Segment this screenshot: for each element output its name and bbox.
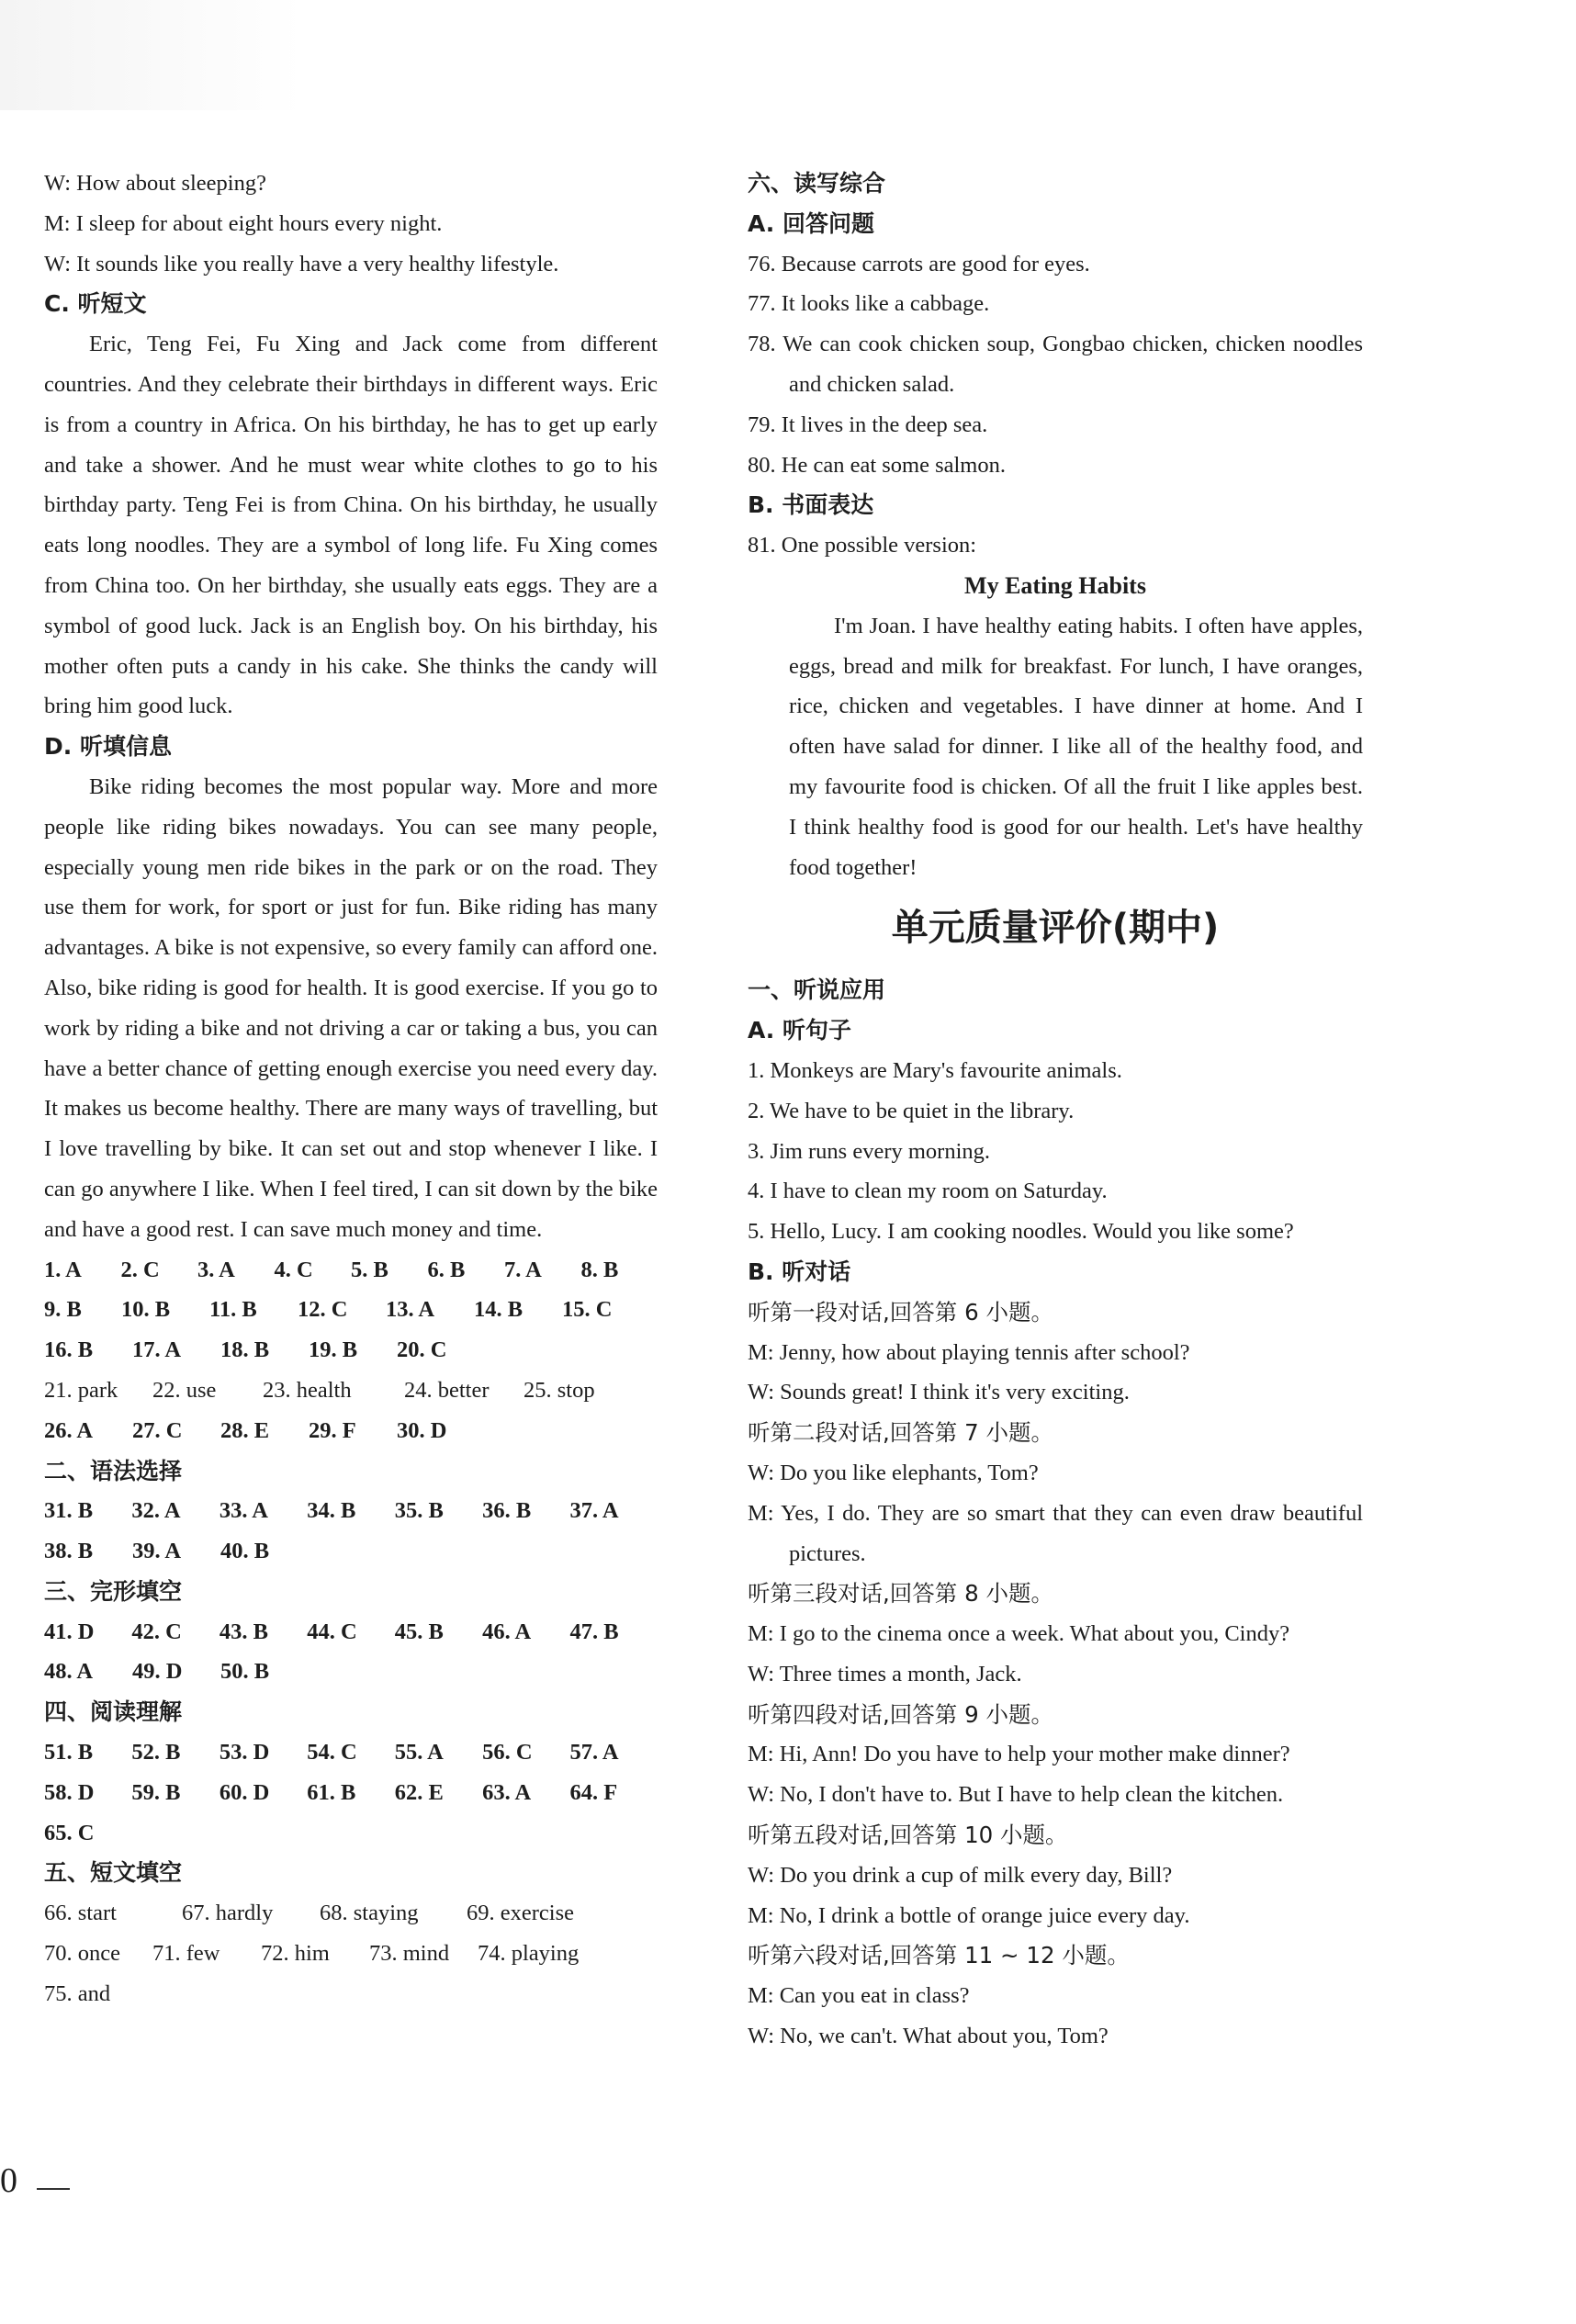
- answer-item: 8. B: [580, 1257, 619, 1282]
- answer-item: 12. C: [298, 1297, 348, 1323]
- dialogue-instruction: 听第三段对话,回答第 8 小题。: [748, 1580, 1053, 1608]
- answer-item: 4. C: [274, 1257, 313, 1282]
- answer-item: 66. start: [44, 1901, 117, 1926]
- answer-item: 60. D: [219, 1779, 270, 1805]
- answer-item: 61. B: [307, 1779, 356, 1805]
- answer-row: [44, 1974, 658, 2014]
- answer-item: 5. B: [351, 1257, 388, 1282]
- answer-item: 9. B: [44, 1297, 82, 1323]
- dialogue-line: W: No, I don't have to. But I have to help clean the kitchen.: [748, 1782, 1284, 1808]
- answer-row: [44, 1652, 658, 1692]
- answer-item: 41. D: [44, 1619, 95, 1644]
- answer-item: 54. C: [307, 1740, 357, 1766]
- answer-item: 34. B: [307, 1498, 356, 1524]
- answer-item: 38. B: [44, 1539, 94, 1564]
- answer-item: 47. B: [569, 1619, 619, 1644]
- dialogue-line: W: No, we can't. What about you, Tom?: [748, 2024, 1109, 2049]
- left-column: [44, 164, 658, 2014]
- answer-item: 64. F: [569, 1779, 618, 1805]
- answer-row: [44, 1330, 658, 1371]
- essay-intro: 81. One possible version:: [748, 533, 977, 558]
- answer-item: 65. C: [44, 1820, 95, 1845]
- answer-row: [44, 1290, 658, 1330]
- dialogue-line: W: It sounds like you really have a very healthy lifestyle.: [44, 251, 559, 276]
- passage-d: Bike riding becomes the most popular way. More and more people like riding bikes nowadays. You can see many people, especially young men ride bikes in the park or on the road. They use them for work, for sport or just for fun. Bike riding has many advantages. A bike is not expensive, so every family can afford one. Also, bike riding is good for health. It is good exercise. If you go to work by riding a bike and not driving a car or taking a bus, you can have a better chance of getting enough exercise you need every day. It makes us become healthy. There are many ways of travelling, but I love travelling by bike. It can set out and stop whenever I like. I can go anywhere I like. When I feel tired, I can sit down by the bike and have a good rest. I can save much money and time.: [44, 773, 658, 1242]
- answer-line: 78. We can cook chicken soup, Gongbao chicken, chicken noodles and chicken salad.: [748, 332, 1363, 397]
- right-column: [748, 164, 1363, 2057]
- sentence-list: [748, 1051, 1363, 1252]
- section-heading-grammar: 二、语法选择: [44, 1457, 183, 1484]
- answer-line: 80. He can eat some salmon.: [748, 452, 1006, 478]
- answer-item: 23. health: [263, 1377, 352, 1403]
- answer-item: 55. A: [394, 1740, 444, 1766]
- section-heading-1b: B. 听对话: [748, 1258, 851, 1285]
- dialogue-line: W: Do you drink a cup of milk every day, Bill?: [748, 1862, 1173, 1888]
- answer-item: 48. A: [44, 1659, 94, 1685]
- answer-item: 10. B: [121, 1297, 171, 1323]
- answer-item: 59. B: [131, 1779, 181, 1805]
- section-heading-6b: B. 书面表达: [748, 491, 874, 519]
- answer-item: 39. A: [132, 1539, 182, 1564]
- dialogue-line: M: Jenny, how about playing tennis after school?: [748, 1339, 1190, 1365]
- answer-item: 53. D: [219, 1740, 270, 1766]
- unit-title: 单元质量评价(期中): [891, 907, 1220, 950]
- answer-row: [44, 1250, 658, 1291]
- answer-item: 43. B: [219, 1619, 268, 1644]
- answer-item: 40. B: [220, 1539, 270, 1564]
- answer-item: 74. playing: [478, 1941, 580, 1967]
- dialogue-line: M: I go to the cinema once a week. What about you, Cindy?: [748, 1621, 1290, 1647]
- dialogue-line: M: Hi, Ann! Do you have to help your mother make dinner?: [748, 1742, 1290, 1767]
- dialogue-line: W: How about sleeping?: [44, 171, 266, 196]
- answer-item: 49. D: [132, 1659, 183, 1685]
- answer-row: [44, 1612, 658, 1653]
- answer-item: 69. exercise: [467, 1901, 574, 1926]
- answer-row: [44, 1773, 658, 1813]
- answer-line: 77. It looks like a cabbage.: [748, 291, 990, 317]
- answer-item: 7. A: [504, 1257, 542, 1282]
- answer-item: 44. C: [307, 1619, 357, 1644]
- answer-item: 15. C: [562, 1297, 613, 1323]
- answer-row: [44, 1893, 658, 1934]
- answer-item: 62. E: [394, 1779, 444, 1805]
- dialogue-line: W: Do you like elephants, Tom?: [748, 1460, 1039, 1485]
- scan-corner-shadow: [0, 0, 303, 110]
- section-heading-6a: A. 回答问题: [748, 209, 875, 237]
- answer-item: 71. few: [152, 1941, 220, 1967]
- section-heading-d: D. 听填信息: [44, 733, 172, 761]
- answer-item: 28. E: [220, 1417, 270, 1443]
- sentence-line: 5. Hello, Lucy. I am cooking noodles. Would you like some?: [748, 1219, 1294, 1245]
- answer-block-4: [44, 1732, 658, 1853]
- answer-row: [44, 1732, 658, 1773]
- dialogue-instruction: 听第一段对话,回答第 6 小题。: [748, 1298, 1053, 1326]
- answer-item: 29. F: [309, 1417, 356, 1443]
- dialogue-line: M: I sleep for about eight hours every night.: [44, 210, 443, 236]
- answer-item: 37. A: [569, 1498, 619, 1524]
- section-heading-fill: 五、短文填空: [44, 1859, 183, 1887]
- section-heading-c: C. 听短文: [44, 290, 147, 318]
- answer-block-1: [44, 1250, 658, 1371]
- answer-item: 42. C: [131, 1619, 182, 1644]
- answer-item: 27. C: [132, 1417, 183, 1443]
- section-heading-reading: 四、阅读理解: [44, 1698, 183, 1726]
- dialogue-line: M: Yes, I do. They are so smart that they can even draw beautiful pictures.: [748, 1500, 1363, 1566]
- answer-item: 17. A: [132, 1337, 182, 1363]
- answer-item: 3. A: [197, 1257, 235, 1282]
- answer-item: 58. D: [44, 1779, 95, 1805]
- answer-item: 25. stop: [523, 1377, 595, 1403]
- answer-item: 67. hardly: [182, 1901, 274, 1926]
- dialogue-line: M: No, I drink a bottle of orange juice every day.: [748, 1902, 1190, 1928]
- answer-item: 45. B: [394, 1619, 444, 1644]
- answer-item: 73. mind: [369, 1941, 450, 1967]
- dialogue-line: W: Sounds great! I think it's very exciting.: [748, 1380, 1130, 1405]
- answer-item: 70. once: [44, 1941, 120, 1967]
- answer-item: 30. D: [397, 1417, 447, 1443]
- answer-row: [44, 1531, 658, 1572]
- sentence-line: 4. I have to clean my room on Saturday.: [748, 1179, 1108, 1204]
- answer-item: 72. him: [261, 1941, 330, 1967]
- dialogue-line: W: Three times a month, Jack.: [748, 1661, 1022, 1687]
- answer-item: 16. B: [44, 1337, 94, 1363]
- answer-item: 36. B: [482, 1498, 532, 1524]
- sentence-line: 1. Monkeys are Mary's favourite animals.: [748, 1057, 1122, 1083]
- answer-item: 1. A: [44, 1257, 82, 1282]
- answer-item: 11. B: [209, 1297, 257, 1323]
- answer-item: 63. A: [482, 1779, 532, 1805]
- dialogue-instruction: 听第五段对话,回答第 10 小题。: [748, 1822, 1068, 1849]
- answer-item: 51. B: [44, 1740, 94, 1766]
- answer-item: 13. A: [386, 1297, 435, 1323]
- answer-line: 76. Because carrots are good for eyes.: [748, 251, 1090, 276]
- answer-block-5: [44, 1893, 658, 2014]
- essay-body: I'm Joan. I have healthy eating habits. I often have apples, eggs, bread and milk for breakfast. For lunch, I have oranges, rice, chicken and vegetables. I have dinner at home. And I often have salad for dinner. I like all of the healthy food, and my favourite food is chicken. Of all the fruit I like apples best. I think healthy food is good for our health. Let's have healthy food together!: [789, 613, 1363, 880]
- answer-row: [44, 1813, 658, 1854]
- answer-item: 6. B: [427, 1257, 466, 1282]
- answer-item: 52. B: [131, 1740, 181, 1766]
- passage-c: Eric, Teng Fei, Fu Xing and Jack come from different countries. And they celebrate their birthdays in different ways. Eric is from a country in Africa. On his birthday, he has to get up early and take a shower. And he must wear white clothes to go to his birthday party. Teng Fei is from China. On his birthday, he usually eats long noodles. They are a symbol of long life. Fu Xing comes from China too. On her birthday, she usually eats eggs. They are a symbol of good luck. Jack is an English boy. On his birthday, his mother often puts a candy in his cake. She thinks the candy will bring him good luck.: [44, 332, 658, 719]
- answer-row: [44, 1491, 658, 1531]
- answer-item: 46. A: [482, 1619, 532, 1644]
- answer-item: 21. park: [44, 1377, 118, 1403]
- answer-row: [44, 1934, 658, 1974]
- answer-item: 18. B: [220, 1337, 270, 1363]
- answer-block-3: [44, 1612, 658, 1693]
- answer-item: 35. B: [394, 1498, 444, 1524]
- answer-item: 33. A: [219, 1498, 268, 1524]
- answer-line: 79. It lives in the deep sea.: [748, 412, 988, 437]
- sentence-line: 3. Jim runs every morning.: [748, 1138, 991, 1164]
- page-number-dash: [37, 2188, 70, 2190]
- dialogue-line: M: Can you eat in class?: [748, 1983, 970, 2009]
- answer-item: 22. use: [152, 1377, 217, 1403]
- answer-row: [44, 1411, 658, 1451]
- answer-item: 50. B: [220, 1659, 270, 1685]
- dialogue-instruction: 听第六段对话,回答第 11 ~ 12 小题。: [748, 1942, 1130, 1969]
- answer-item: 24. better: [404, 1377, 490, 1403]
- answers-6a: [748, 244, 1363, 486]
- answer-item: 32. A: [131, 1498, 181, 1524]
- answer-item: 20. C: [397, 1337, 447, 1363]
- answer-item: 68. staying: [320, 1901, 419, 1926]
- answer-row-fill: [44, 1371, 658, 1411]
- answer-item: 57. A: [569, 1740, 619, 1766]
- section-heading-6: 六、读写综合: [748, 170, 886, 197]
- answer-item: 56. C: [482, 1740, 533, 1766]
- section-heading-listening: 一、听说应用: [748, 976, 886, 1004]
- section-heading-cloze: 三、完形填空: [44, 1577, 183, 1605]
- answer-block-2: [44, 1491, 658, 1572]
- sentence-line: 2. We have to be quiet in the library.: [748, 1098, 1075, 1123]
- essay-title: My Eating Habits: [964, 571, 1146, 599]
- answer-item: 19. B: [309, 1337, 358, 1363]
- answer-item: 75. and: [44, 1980, 111, 2006]
- dialogue-list: [748, 1292, 1363, 2057]
- answer-item: 26. A: [44, 1417, 94, 1443]
- dialogue-instruction: 听第四段对话,回答第 9 小题。: [748, 1700, 1053, 1728]
- page-number: 0: [0, 2161, 17, 2200]
- dialogue-instruction: 听第二段对话,回答第 7 小题。: [748, 1419, 1053, 1447]
- answer-item: 31. B: [44, 1498, 94, 1524]
- answer-item: 14. B: [474, 1297, 523, 1323]
- answer-item: 2. C: [120, 1257, 160, 1282]
- section-heading-1a: A. 听句子: [748, 1017, 852, 1044]
